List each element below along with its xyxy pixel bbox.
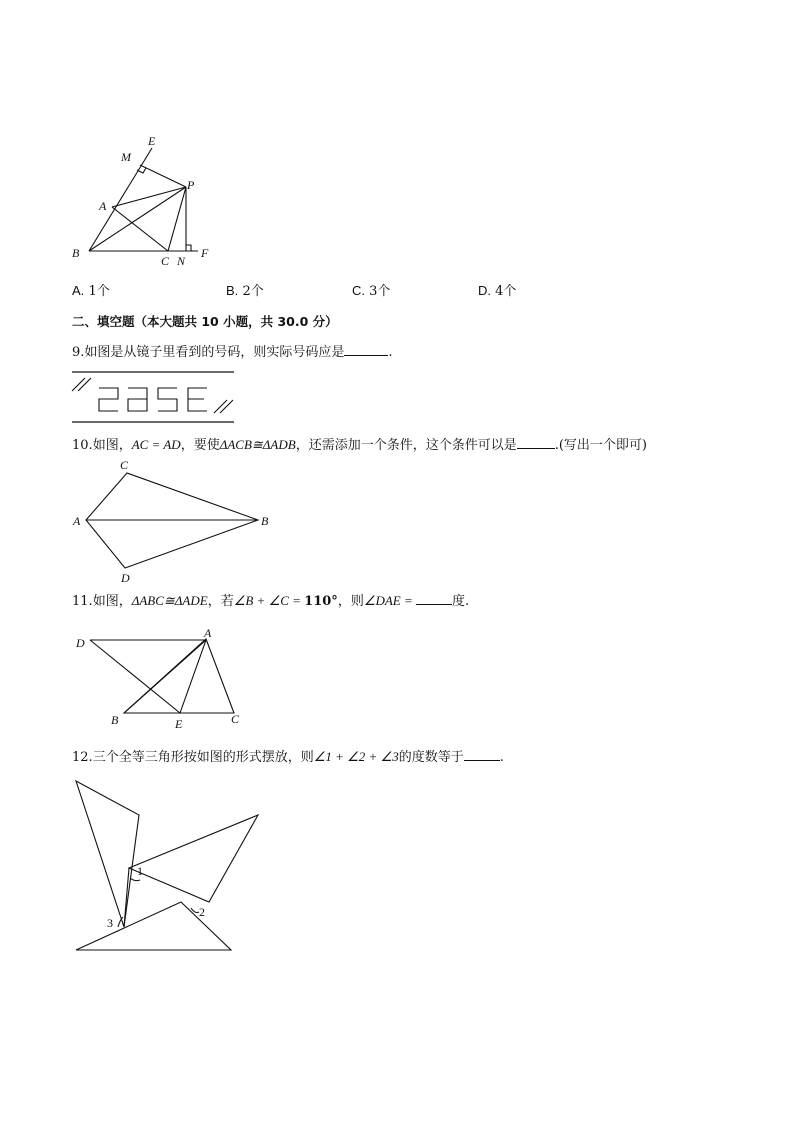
label-c: C xyxy=(120,458,129,472)
label-e: E xyxy=(175,717,183,731)
q11-prefix: 如图， xyxy=(92,594,132,609)
label-b: B xyxy=(111,713,119,727)
angle-label-1: 1 xyxy=(137,864,143,878)
label-p: P xyxy=(187,178,195,192)
label-b: B xyxy=(261,514,269,528)
q9-number: 9. xyxy=(72,345,85,360)
label-a: A xyxy=(204,626,212,640)
q9-text: 如图是从镜子里看到的号码，则实际号码应是 xyxy=(84,345,345,360)
label-n: N xyxy=(177,254,186,268)
q12-sum: ∠1 + ∠2 + ∠3 xyxy=(313,749,399,764)
angle-arc-1 xyxy=(130,878,140,881)
label-d: D xyxy=(76,636,85,650)
label-d: D xyxy=(121,571,130,585)
q10-mid: ，要使 xyxy=(180,438,220,453)
option-d-text: 4个 xyxy=(495,284,517,299)
option-c-text: 3个 xyxy=(369,284,391,299)
q11-condition: ∠B + ∠C = xyxy=(233,593,305,608)
label-b: B xyxy=(72,246,80,260)
q12-number: 12. xyxy=(72,750,93,765)
q11-mid: ，若 xyxy=(207,594,234,609)
q11-then: ，则 xyxy=(337,594,364,609)
q10-rest: ，还需添加一个条件，这个条件可以是 xyxy=(295,438,517,453)
option-b-key: B. xyxy=(226,283,239,298)
q11-congruence: ΔABC≅ΔADE xyxy=(131,593,208,608)
label-c: C xyxy=(161,254,170,268)
option-a-text: 1个 xyxy=(88,284,110,299)
label-a: A xyxy=(73,514,81,528)
triangle-right xyxy=(129,815,258,902)
triangle-bottom xyxy=(76,902,231,950)
section-title: 二、填空题（本大题共 10 小题，共 30.0 分） xyxy=(72,314,338,329)
q10-number: 10. xyxy=(72,438,93,453)
triangle-left xyxy=(76,781,139,927)
angle-arc-2 xyxy=(191,908,199,913)
q12-prefix: 三个全等三角形按如图的形式摆放，则 xyxy=(92,750,314,765)
label-m: M xyxy=(121,150,131,164)
q10-congruence: ΔACB≅ΔADB xyxy=(219,437,296,452)
option-c-key: C. xyxy=(352,283,365,298)
angle-label-2: 2 xyxy=(199,905,205,919)
q10-prefix: 如图， xyxy=(92,438,132,453)
q12-end: . xyxy=(499,750,504,765)
option-d-key: D. xyxy=(478,283,491,298)
q12-suffix: 的度数等于 xyxy=(398,750,464,765)
q11-number: 11. xyxy=(72,594,93,609)
q10-suffix: .(写出一个即可) xyxy=(554,438,647,453)
angle-label-3: 3 xyxy=(107,916,113,930)
label-e: E xyxy=(148,134,156,148)
option-b-text: 2个 xyxy=(242,284,264,299)
q9-end: . xyxy=(388,345,393,360)
label-a: A xyxy=(99,199,107,213)
q11-suffix: 度. xyxy=(452,594,470,609)
label-c: C xyxy=(231,712,240,726)
label-f: F xyxy=(201,246,209,260)
option-a-key: A. xyxy=(72,283,85,298)
q10-eq: AC = AD xyxy=(131,437,181,452)
q11-target: ∠DAE = xyxy=(363,593,417,608)
q11-value: 110° xyxy=(304,594,338,609)
